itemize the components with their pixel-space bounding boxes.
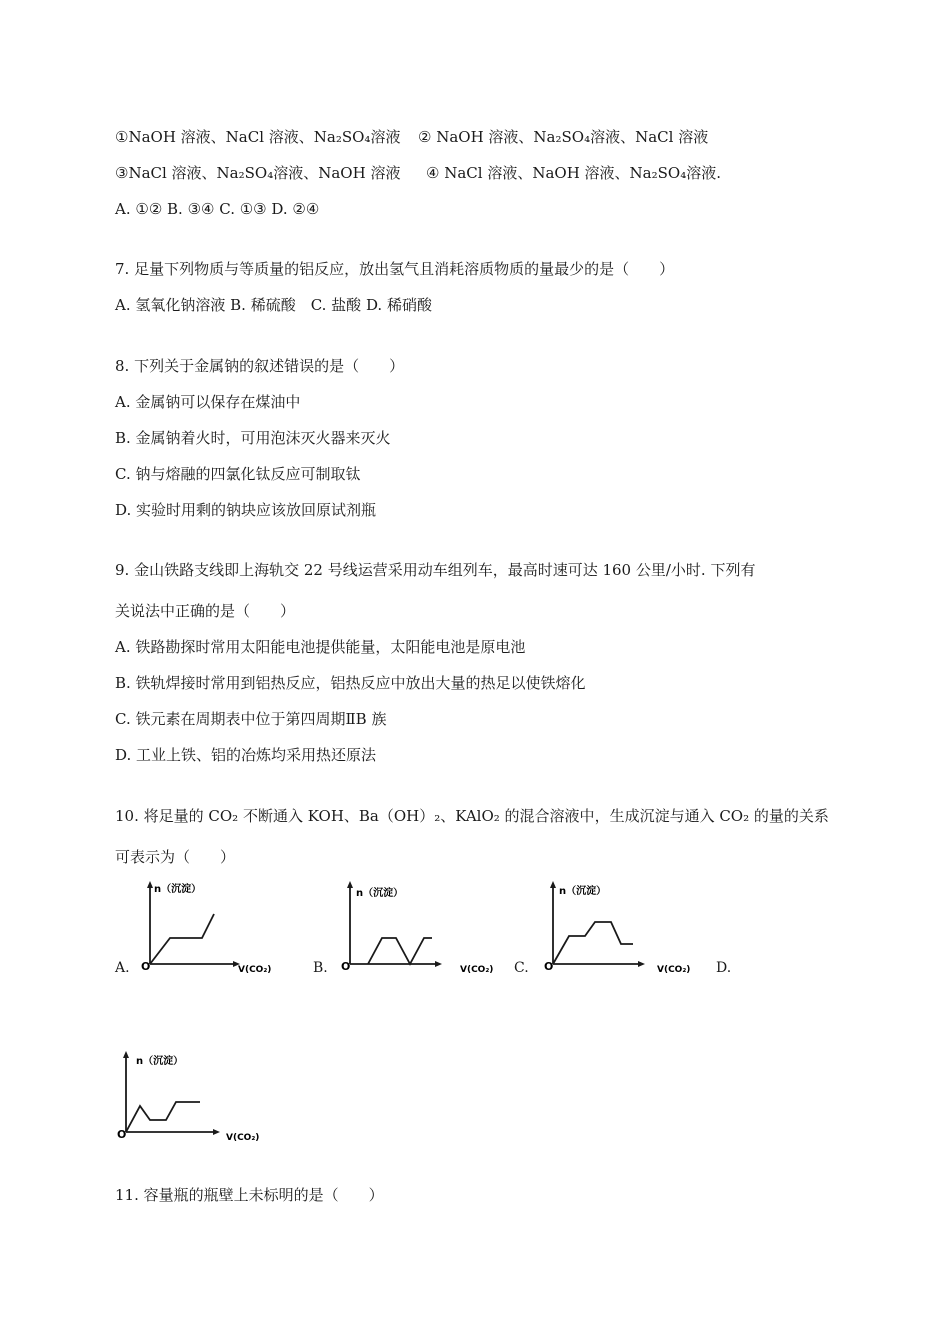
graph-b-curve [368, 938, 432, 964]
graph-b [338, 878, 508, 978]
q9-option-c: C. 铁元素在周期表中位于第四周期ⅡB 族 [115, 710, 387, 728]
graph-d-x-title: V(CO₂) [226, 1133, 260, 1143]
graph-d-x-arrow [213, 1129, 220, 1135]
graph-b-y-arrow [347, 881, 353, 888]
q6-option-2: ② NaOH 溶液、Na₂SO₄溶液、NaCl 溶液 [418, 128, 709, 146]
graph-c-y-title: n（沉淀） [559, 886, 607, 897]
graph-d-label: D. [716, 960, 732, 976]
q9-option-b: B. 铁轨焊接时常用到铝热反应，铝热反应中放出大量的热足以使铁熔化 [115, 674, 586, 692]
q8-stem: 8. 下列关于金属钠的叙述错误的是（ ） [115, 357, 405, 375]
graph-c-x-arrow [638, 961, 645, 967]
graph-c-y-arrow [550, 881, 556, 888]
graph-c-label: C. [514, 960, 529, 976]
graph-a-origin: O [141, 960, 151, 973]
graph-b-origin: O [341, 960, 351, 973]
q11-stem: 11. 容量瓶的瓶壁上未标明的是（ ） [115, 1186, 384, 1204]
graph-d-origin: O [117, 1128, 127, 1141]
graph-d-y-arrow [123, 1051, 129, 1058]
graph-b-y-title: n（沉淀） [356, 888, 404, 899]
q6-option-4: ④ NaCl 溶液、NaOH 溶液、Na₂SO₄溶液. [426, 164, 721, 182]
q7-stem: 7. 足量下列物质与等质量的铝反应，放出氢气且消耗溶质物质的量最少的是（ ） [115, 260, 675, 278]
q9-option-d: D. 工业上铁、铝的冶炼均采用热还原法 [115, 746, 377, 764]
graph-a-y-title: n（沉淀） [154, 884, 202, 895]
graph-d-curve [126, 1102, 200, 1132]
graph-c-origin: O [544, 960, 554, 973]
graph-b-label: B. [313, 960, 328, 976]
q9-stem-line-1: 9. 金山铁路支线即上海轨交 22 号线运营采用动车组列车，最高时速可达 160 公里/小时. 下列有 [115, 561, 756, 579]
q8-option-a: A. 金属钠可以保存在煤油中 [115, 393, 301, 411]
q9-stem-line-2: 关说法中正确的是（ ） [115, 602, 296, 620]
graph-a-y-arrow [147, 881, 153, 888]
graph-c [541, 878, 701, 978]
q6-option-3: ③NaCl 溶液、Na₂SO₄溶液、NaOH 溶液 [115, 164, 401, 182]
graph-b-x-title: V(CO₂) [460, 965, 494, 975]
graph-a [138, 878, 272, 978]
q9-option-a: A. 铁路勘探时常用太阳能电池提供能量，太阳能电池是原电池 [115, 638, 526, 656]
graph-a-label: A. [115, 960, 130, 976]
graph-a-curve [150, 914, 214, 964]
graph-d-y-title: n（沉淀） [136, 1056, 184, 1067]
q8-option-c: C. 钠与熔融的四氯化钛反应可制取钛 [115, 465, 361, 483]
q10-stem-line-2: 可表示为（ ） [115, 848, 236, 866]
q10-stem-line-1: 10. 将足量的 CO₂ 不断通入 KOH、Ba（OH）₂、KAlO₂ 的混合溶液中，生成沉淀与通入 CO₂ 的量的关系 [115, 807, 829, 825]
graph-c-x-title: V(CO₂) [657, 965, 691, 975]
q8-option-d: D. 实验时用剩的钠块应该放回原试剂瓶 [115, 501, 377, 519]
graph-b-x-arrow [435, 961, 442, 967]
graph-c-curve [553, 922, 633, 964]
graph-d [114, 1048, 274, 1148]
q6-option-1: ①NaOH 溶液、NaCl 溶液、Na₂SO₄溶液 [115, 128, 401, 146]
graph-a-x-title: V(CO₂) [238, 965, 272, 975]
q8-option-b: B. 金属钠着火时，可用泡沫灭火器来灭火 [115, 429, 391, 447]
q6-choices: A. ①② B. ③④ C. ①③ D. ②④ [115, 200, 320, 218]
q7-choices: A. 氢氧化钠溶液 B. 稀硫酸 C. 盐酸 D. 稀硝酸 [115, 296, 432, 314]
